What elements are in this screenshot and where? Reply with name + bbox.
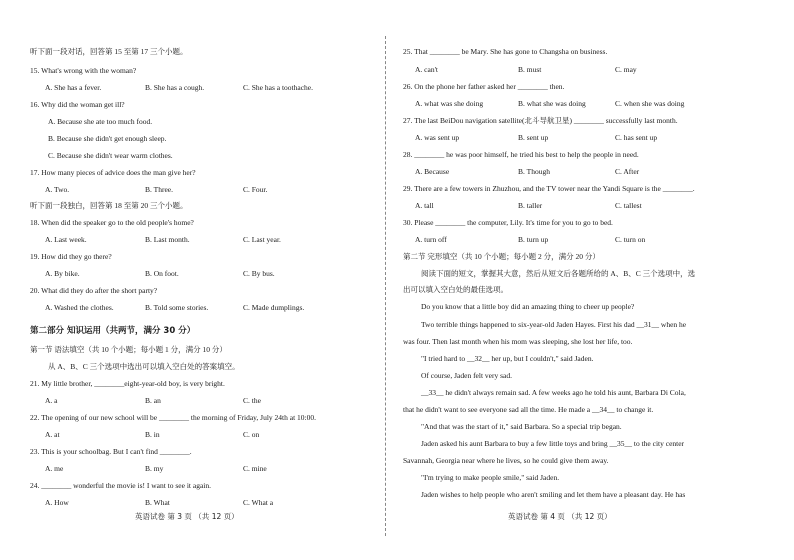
question-18: 18. When did the speaker go to the old people's home? bbox=[30, 218, 194, 227]
option-c: C. Four. bbox=[243, 185, 268, 194]
passage-line: "And that was the start of it," said Barbara. So a special trip began. bbox=[421, 422, 622, 431]
option-b: B. Though bbox=[518, 167, 550, 176]
passage-line: "I tried hard to __32__ her up, but I couldn't," said Jaden. bbox=[421, 354, 594, 363]
question-15: 15. What's wrong with the woman? bbox=[30, 66, 137, 75]
question-22-options bbox=[30, 430, 375, 440]
passage-line: was four. Then last month when his mom was sleeping, she lost her life, too. bbox=[403, 337, 633, 346]
option-a: A. How bbox=[45, 498, 69, 507]
option-a: A. By bike. bbox=[45, 269, 80, 278]
passage-line: Savannah, Georgia near where he lives, so he could give them away. bbox=[403, 456, 609, 465]
option-b: B. Told some stories. bbox=[145, 303, 209, 312]
question-15-options bbox=[30, 83, 375, 93]
section-2-instructions: 阅读下面的短文，掌握其大意，然后从短文后各题所给的 A、B、C 三个选项中，选 bbox=[421, 269, 696, 278]
section-1-instructions: 从 A、B、C 三个选项中选出可以填入空白处的答案填空。 bbox=[48, 362, 240, 371]
question-29: 29. There are a few towers in Zhuzhou, and the TV tower near the Yandi Square is the ________. bbox=[403, 184, 695, 193]
option-c: C. turn on bbox=[615, 235, 646, 244]
question-26: 26. On the phone her father asked her ________ then. bbox=[403, 82, 565, 91]
question-27: 27. The last BeiDou navigation satellite(北斗导航卫星) ________ successfully last month. bbox=[403, 116, 678, 125]
option-b: B. Three. bbox=[145, 185, 173, 194]
option-a: A. Because she ate too much food. bbox=[48, 117, 153, 126]
passage-line: Of course, Jaden felt very sad. bbox=[421, 371, 513, 380]
question-24-options bbox=[30, 498, 375, 508]
option-b: B. turn up bbox=[518, 235, 549, 244]
option-b: B. Last month. bbox=[145, 235, 190, 244]
question-17-options bbox=[30, 185, 375, 195]
question-25: 25. That ________ be Mary. She has gone to Changsha on business. bbox=[403, 47, 608, 56]
option-a: A. Last week. bbox=[45, 235, 87, 244]
option-a: A. me bbox=[45, 464, 64, 473]
option-a: A. Washed the clothes. bbox=[45, 303, 114, 312]
question-30: 30. Please ________ the computer, Lily. It's time for you to go to bed. bbox=[403, 218, 613, 227]
option-b: B. What bbox=[145, 498, 170, 507]
option-b: B. sent up bbox=[518, 133, 549, 142]
question-20: 20. What did they do after the short party? bbox=[30, 286, 158, 295]
option-a: A. can't bbox=[415, 65, 439, 74]
option-a: A. what was she doing bbox=[415, 99, 484, 108]
question-19: 19. How did they go there? bbox=[30, 252, 112, 261]
passage-line: __33__ he didn't always remain sad. A few weeks ago he told his aunt, Barbara Di Cola, bbox=[421, 388, 686, 397]
option-a: A. She has a fever. bbox=[45, 83, 102, 92]
option-c: C. on bbox=[243, 430, 260, 439]
passage-line: Do you know that a little boy did an amazing thing to cheer up people? bbox=[421, 302, 635, 311]
passage-line: Two terrible things happened to six-year-old Jaden Hayes. First his dad __31__ when he bbox=[421, 320, 687, 329]
question-21-options bbox=[30, 396, 375, 406]
question-28: 28. ________ he was poor himself, he tried his best to help the people in need. bbox=[403, 150, 639, 159]
question-17: 17. How many pieces of advice does the man give her? bbox=[30, 168, 196, 177]
page-4 bbox=[403, 0, 743, 560]
question-25-options bbox=[403, 65, 743, 75]
passage-line: Jaden asked his aunt Barbara to buy a few little toys and bring __35__ to the city center bbox=[421, 439, 685, 448]
option-b: B. On foot. bbox=[145, 269, 179, 278]
option-b: B. must bbox=[518, 65, 542, 74]
option-c: C. mine bbox=[243, 464, 267, 473]
listening-intro: 听下面一段对话，回答第 15 至第 17 三个小题。 bbox=[30, 47, 188, 56]
question-18-options bbox=[30, 235, 375, 245]
question-26-options bbox=[403, 99, 743, 109]
question-22: 22. The opening of our new school will be ________ the morning of Friday, July 24th at 10:00. bbox=[30, 413, 317, 422]
option-b: B. what she was doing bbox=[518, 99, 586, 108]
page-3 bbox=[30, 0, 375, 560]
option-a: A. turn off bbox=[415, 235, 447, 244]
option-c: C. Because she didn't wear warm clothes. bbox=[48, 151, 173, 160]
section-2-instructions-cont: 出可以填入空白处的最佳选项。 bbox=[403, 285, 508, 294]
question-23-options bbox=[30, 464, 375, 474]
option-c: C. tallest bbox=[615, 201, 642, 210]
listening-intro: 听下面一段独白，回答第 18 至第 20 三个小题。 bbox=[30, 201, 188, 210]
option-a: A. at bbox=[45, 430, 60, 439]
option-a: A. Because bbox=[415, 167, 450, 176]
option-c: C. After bbox=[615, 167, 640, 176]
question-24: 24. ________ wonderful the movie is! I want to see it again. bbox=[30, 481, 212, 490]
option-c: C. has sent up bbox=[615, 133, 658, 142]
passage-line: "I'm trying to make people smile," said Jaden. bbox=[421, 473, 560, 482]
option-c: C. Last year. bbox=[243, 235, 281, 244]
option-c: C. She has a toothache. bbox=[243, 83, 313, 92]
option-b: B. an bbox=[145, 396, 161, 405]
passage-line: Jaden wishes to help people who aren't smiling and let them have a pleasant day. He has bbox=[421, 490, 686, 499]
part-2-title: 第二部分 知识运用（共两节，满分 30 分） bbox=[30, 326, 196, 336]
passage-line: that he didn't want to see everyone sad all the time. He made a __34__ to change it. bbox=[403, 405, 654, 414]
option-a: A. Two. bbox=[45, 185, 70, 194]
question-27-options bbox=[403, 133, 743, 143]
section-2-title: 第二节 完形填空（共 10 个小题；每小题 2 分，满分 20 分） bbox=[403, 252, 600, 261]
option-c: C. may bbox=[615, 65, 637, 74]
option-a: A. was sent up bbox=[415, 133, 460, 142]
question-19-options bbox=[30, 269, 375, 279]
page-divider bbox=[385, 36, 386, 536]
option-c: C. By bus. bbox=[243, 269, 275, 278]
option-c: C. when she was doing bbox=[615, 99, 685, 108]
question-28-options bbox=[403, 167, 743, 177]
option-c: C. Made dumplings. bbox=[243, 303, 305, 312]
question-29-options bbox=[403, 201, 743, 211]
option-b: B. in bbox=[145, 430, 160, 439]
option-a: A. tall bbox=[415, 201, 434, 210]
option-c: C. the bbox=[243, 396, 261, 405]
option-c: C. What a bbox=[243, 498, 274, 507]
page-footer: 英语试卷 第 4 页 （共 12 页） bbox=[508, 512, 612, 521]
option-b: B. taller bbox=[518, 201, 543, 210]
question-30-options bbox=[403, 235, 743, 245]
option-a: A. a bbox=[45, 396, 58, 405]
option-b: B. my bbox=[145, 464, 164, 473]
section-1-title: 第一节 语法填空（共 10 个小题；每小题 1 分，满分 10 分） bbox=[30, 345, 227, 354]
option-b: B. Because she didn't get enough sleep. bbox=[48, 134, 167, 143]
question-21: 21. My little brother, ________eight-year-old boy, is very bright. bbox=[30, 379, 225, 388]
question-20-options bbox=[30, 303, 375, 313]
question-16: 16. Why did the woman get ill? bbox=[30, 100, 125, 109]
page-footer: 英语试卷 第 3 页 （共 12 页） bbox=[135, 512, 239, 521]
option-b: B. She has a cough. bbox=[145, 83, 205, 92]
question-23: 23. This is your schoolbag. But I can't find ________. bbox=[30, 447, 192, 456]
